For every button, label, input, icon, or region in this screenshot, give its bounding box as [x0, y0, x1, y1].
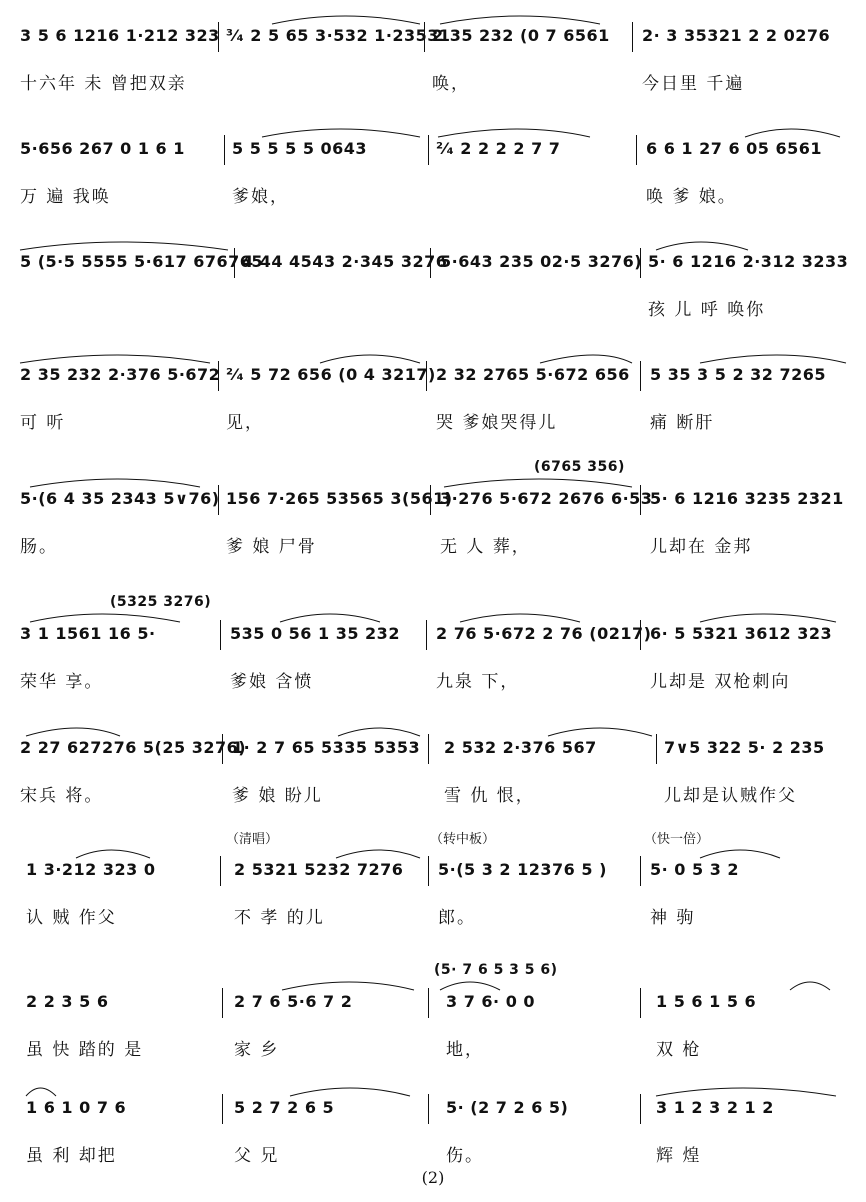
barline — [428, 1094, 429, 1124]
barline — [428, 988, 429, 1018]
barline — [430, 248, 431, 278]
measure-notes: 2 32 2765 5·672 656 — [436, 365, 630, 384]
score-system-6 — [0, 594, 866, 728]
barline — [218, 485, 219, 515]
measure-lyric: 痛 断肝 — [650, 413, 715, 433]
barline — [640, 856, 641, 886]
score-system-5 — [0, 459, 866, 593]
measure-lyric: 雪 仇 恨， — [444, 786, 535, 806]
measure-notes: 2 27 627276 5(25 3276) — [20, 738, 247, 757]
barline — [640, 485, 641, 515]
measure-notes: 3 7 6· 0 0 — [446, 992, 536, 1011]
tempo-marking: （清唱） — [226, 832, 279, 847]
barline — [656, 734, 657, 764]
barline — [640, 620, 641, 650]
measure-lyric: 双 枪 — [656, 1040, 702, 1060]
barline — [640, 361, 641, 391]
measure-lyric: 辉 煌 — [656, 1146, 702, 1166]
measure-notes: 5· 6 1216 3235 2321 — [650, 489, 844, 508]
measure-lyric: 爹 娘 盼儿 — [232, 786, 323, 806]
barline — [220, 620, 221, 650]
barline — [640, 988, 641, 1018]
measure-lyric: 肠。 — [20, 537, 58, 557]
barline — [632, 22, 633, 52]
measure-notes: 5 5 5 5 5 0643 — [232, 139, 368, 158]
barline — [222, 734, 223, 764]
score-system-3 — [0, 248, 866, 356]
measure-lyric: 儿却是 双枪刺向 — [650, 672, 791, 692]
measure-notes: 1· 2 7 65 5335 5353 — [232, 738, 421, 757]
measure-lyric: 十六年 未 曾把双亲 — [20, 74, 187, 94]
measure-notes: 5· 6 1216 2·312 3233 — [648, 252, 849, 271]
measure-notes: 5 2 7 2 6 5 — [234, 1098, 335, 1117]
score-system-8 — [0, 832, 866, 964]
measure-lyric: 宋兵 将。 — [20, 786, 104, 806]
measure-notes: 5·(6 4 35 2343 5∨76) — [20, 489, 220, 508]
measure-lyric: 儿却在 金邦 — [650, 537, 753, 557]
measure-notes: 3 1 2 3 2 1 2 — [656, 1098, 774, 1117]
measure-lyric: 万 遍 我唤 — [20, 187, 111, 207]
score-system-4 — [0, 361, 866, 469]
measure-notes: 3 1 1561 16 5· — [20, 624, 156, 643]
measure-lyric: 爹 娘 尸骨 — [226, 537, 317, 557]
barline — [430, 485, 431, 515]
measure-notes: 5·656 267 0 1 6 1 — [20, 139, 185, 158]
measure-lyric: 地， — [446, 1040, 484, 1060]
measure-lyric: 唤 爹 娘。 — [646, 187, 737, 207]
measure-lyric: 可 听 — [20, 413, 66, 433]
measure-notes: 6· 5 5321 3612 323 — [650, 624, 833, 643]
measure-lyric: 神 驹 — [650, 908, 696, 928]
measure-lyric: 见， — [226, 413, 264, 433]
measure-notes: 1 3·212 323 0 — [26, 860, 156, 879]
barline — [222, 988, 223, 1018]
barline — [636, 135, 637, 165]
measure-lyric: 虽 快 踏的 是 — [26, 1040, 144, 1060]
barline — [218, 361, 219, 391]
barline — [234, 248, 235, 278]
page-number: (2) — [421, 1168, 445, 1187]
measure-notes: 5· (2 7 2 6 5) — [446, 1098, 569, 1117]
measure-lyric: 哭 爹娘哭得儿 — [436, 413, 558, 433]
barline — [428, 135, 429, 165]
measure-notes: 5·(5 3 2 12376 5 ) — [438, 860, 607, 879]
measure-lyric: 不 孝 的儿 — [234, 908, 325, 928]
measure-notes: ²⁄₄ 2 2 2 2 7 7 — [436, 139, 561, 158]
measure-notes: 535 0 56 1 35 232 — [230, 624, 400, 643]
measure-lyric: 虽 利 却把 — [26, 1146, 117, 1166]
barline — [222, 1094, 223, 1124]
barline — [428, 856, 429, 886]
measure-lyric: 父 兄 — [234, 1146, 280, 1166]
measure-notes: 2 532 2·376 567 — [444, 738, 597, 757]
barline — [640, 1094, 641, 1124]
measure-lyric: 无 人 葬， — [440, 537, 531, 557]
measure-lyric — [226, 69, 422, 95]
measure-lyric — [436, 182, 628, 208]
barline — [220, 856, 221, 886]
measure-notes: 1 6 1 0 7 6 — [26, 1098, 127, 1117]
barline — [428, 734, 429, 764]
measure-notes: 4 44 4543 2·345 3276 — [242, 252, 448, 271]
measure-notes: 2 2 3 5 6 — [26, 992, 109, 1011]
score-system-7 — [0, 734, 866, 842]
score-system-1 — [0, 22, 866, 130]
measure-notes: 5· 0 5 3 2 — [650, 860, 740, 879]
measure-notes: 2 7 6 5·6 7 2 — [234, 992, 353, 1011]
barline — [640, 248, 641, 278]
alternate-notes: (6765 356) — [534, 459, 625, 475]
measure-lyric: 家 乡 — [234, 1040, 280, 1060]
measure-lyric: 唤， — [432, 74, 470, 94]
measure-notes: ²⁄₄ 5 72 656 (0 4 3217) — [226, 365, 436, 384]
tempo-marking: （快一倍） — [644, 832, 710, 847]
alternate-notes: (5· 7 6 5 3 5 6) — [434, 962, 558, 978]
measure-lyric: 九泉 下， — [436, 672, 520, 692]
measure-lyric: 爹娘 含愤 — [230, 672, 314, 692]
measure-notes: 5·643 235 02·5 3276) — [440, 252, 643, 271]
measure-notes: 3·276 5·672 2676 6·53 — [440, 489, 653, 508]
barline — [218, 22, 219, 52]
measure-lyric: 郎。 — [438, 908, 476, 928]
measure-notes: ³⁄₄ 2 5 65 3·532 1·23531 — [226, 26, 451, 45]
score-system-2 — [0, 135, 866, 243]
barline — [426, 361, 427, 391]
measure-lyric: 儿却是认贼作父 — [664, 786, 797, 806]
measure-notes: 2· 3 35321 2 2 0276 — [642, 26, 831, 45]
score-system-9 — [0, 962, 866, 1096]
measure-notes: 3 5 6 1216 1·212 323 — [20, 26, 220, 45]
measure-notes: 1 5 6 1 5 6 — [656, 992, 757, 1011]
measure-notes: 6 6 1 27 6 05 6561 — [646, 139, 823, 158]
barline — [426, 620, 427, 650]
measure-notes: 7∨5 322 5· 2 235 — [664, 738, 825, 757]
measure-notes: 2 76 5·672 2 76 (0217) — [436, 624, 652, 643]
barline — [424, 22, 425, 52]
measure-notes: 5 35 3 5 2 32 7265 — [650, 365, 827, 384]
measure-lyric: 认 贼 作父 — [26, 908, 117, 928]
measure-lyric: 孩 儿 呼 唤你 — [648, 300, 766, 320]
measure-lyric: 荣华 享。 — [20, 672, 104, 692]
alternate-notes: (5325 3276) — [110, 594, 212, 610]
measure-lyric: 今日里 千遍 — [642, 74, 745, 94]
measure-notes: 5 (5·5 5555 5·617 676765 — [20, 252, 264, 271]
measure-lyric: 爹娘， — [232, 187, 289, 207]
measure-notes: 2 35 232 2·376 5·672 — [20, 365, 221, 384]
measure-notes: 156 7·265 53565 3(561) — [226, 489, 453, 508]
measure-lyric: 伤。 — [446, 1146, 484, 1166]
barline — [224, 135, 225, 165]
measure-notes: 2 5321 5232 7276 — [234, 860, 404, 879]
tempo-marking: （转中板） — [430, 832, 496, 847]
measure-notes: 2 35 232 (0 7 6561 — [432, 26, 610, 45]
